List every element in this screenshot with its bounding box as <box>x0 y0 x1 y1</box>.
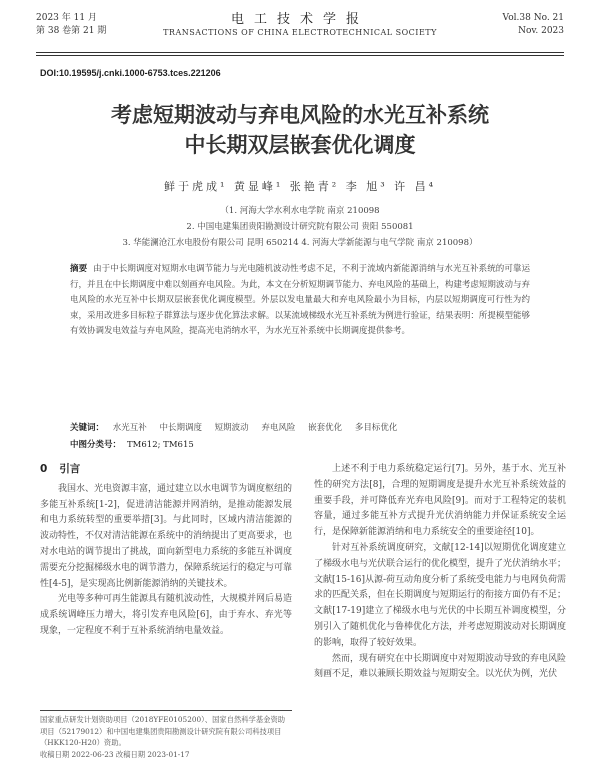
section-number: 0 <box>40 463 48 475</box>
keyword: 中长期调度 <box>159 423 202 433</box>
journal-name <box>36 12 564 39</box>
classification-label: 中图分类号： <box>70 440 122 450</box>
affiliations <box>40 203 560 251</box>
funding-note: 国家重点研发计划资助项目（2018YFE0105200）、国家自然科学基金资助项目（52179012）和中国电建集团贵阳勘测设计研究院有限公司科技项目（HKK120-H20）资助。 <box>40 715 286 747</box>
footnote <box>40 710 292 760</box>
section-heading <box>40 462 292 478</box>
affiliation-line: 2. 中国电建集团贵阳勘测设计研究院有限公司 贵阳 550081 <box>186 222 414 232</box>
body-column-right <box>314 462 566 683</box>
keyword: 弃电风险 <box>261 423 296 433</box>
header-date-cn: 2023 年 11 月 <box>36 13 97 23</box>
received-date: 收稿日期 2022-06-23 改稿日期 2023-01-17 <box>40 749 190 759</box>
keyword: 嵌套优化 <box>308 423 343 433</box>
journal-name-cn: 电工技术学报 <box>230 12 369 27</box>
classification-number <box>70 438 530 450</box>
body-column-left <box>40 462 292 640</box>
keywords <box>70 421 530 433</box>
paragraph: 针对互补系统调度研究，文献[12-14]以短期优化调度建立了梯级水电与光伏联合运行的优化模型，提升了光伏消纳水平；文献[15-16]从源-荷互动角度分析了系统受电能力与电网负荷需求的匹配关系，但在长期调度与短期运行的衔接方面仍有不足；文献[17-19]建立了梯级水电与光伏的中长期互补调度模型，分别引入了随机优化与鲁棒优化方法，并考虑短期波动对长期调度的影响，取得了较好效果。 <box>314 542 567 648</box>
header-issue-en <box>503 12 564 38</box>
doi: DOI:10.19595/j.cnki.1000-6753.tces.221206 <box>40 68 221 78</box>
paper-title <box>0 100 600 160</box>
header-rule-thick <box>36 52 564 53</box>
keyword: 多目标优化 <box>354 423 398 433</box>
paragraph: 然而，现有研究在中长期调度中对短期波动导致的弃电风险刻画不足，难以兼顾长期效益与短期安全。以光伏为例，光伏 <box>314 653 567 680</box>
keywords-label: 关键词： <box>70 423 105 433</box>
running-header <box>36 12 564 52</box>
header-volume-cn: 第 38 卷第 21 期 <box>36 26 107 36</box>
header-rule-thin <box>36 55 564 56</box>
journal-name-en: TRANSACTIONS OF CHINA ELECTROTECHNICAL SOCIETY <box>163 28 437 37</box>
paragraph: 上述不利于电力系统稳定运行[7]。另外，基于水、光互补性的研究方法[8]，合理的短期调度是提升水光互补系统效益的重要手段，并可降低弃光弃电风险[9]。而对于工程特定的装机容量，通过多能互补方式提升光伏消纳能力并保证系统安全运行，是保障新能源消纳和电力系统安全的重要途径[10]。 <box>314 464 566 538</box>
classification-value: TM612; TM615 <box>127 440 194 450</box>
keyword: 短期波动 <box>214 423 249 433</box>
abstract-label: 摘要 <box>70 264 88 274</box>
affiliation-line: 3. 华能澜沧江水电股份有限公司 昆明 650214 4. 河海大学新能源与电气学院 南京 210098） <box>122 238 478 248</box>
author-list: 鲜于虎成¹ 黄显峰¹ 张艳青² 李 旭³ 许 昌⁴ <box>163 180 437 193</box>
keyword: 水光互补 <box>112 423 147 433</box>
affiliation-line: （1. 河海大学水利水电学院 南京 210098 <box>220 206 380 216</box>
paragraph: 光电等多种可再生能源具有随机波动性，大规模并网后易造成系统调峰压力增大，将引发弃电风险[6]，由于弃水、弃光等现象，一定程度不利于互补系统消纳电量效益。 <box>40 594 293 636</box>
header-date-en: Nov. 2023 <box>518 26 564 36</box>
section-title: 引言 <box>59 463 81 475</box>
abstract <box>70 262 530 340</box>
abstract-text: 由于中长期调度对短期水电调节能力与光电随机波动性考虑不足，不利于流域内新能源消纳与水光互补系统的可靠运行，并且在中长期调度中难以刻画弃电风险。为此，本文在分析短期调节能力、弃电风险的基础上，构建考虑短期波动与弃电风险的水光互补中长期双层嵌套优化调度模型。外层以发电量最大和弃电风险最小为目标，内层以短期调度可行性为约束，采用改进多目标粒子群算法与逐步优化算法求解。以某流域梯级水光互补系统为例进行验证，结果表明：所提模型能够有效协调发电效益与弃电风险，提高光电消纳水平，为水光互补系统中长期调度提供参考。 <box>70 264 530 336</box>
header-volume-en: Vol.38 No. 21 <box>502 13 564 23</box>
title-line-1: 考虑短期波动与弃电风险的水光互补系统 <box>111 103 489 127</box>
paragraph: 我国水、光电资源丰富，通过建立以水电调节为调度枢纽的多能互补系统[1-2]，促进清洁能源并网消纳，是推动能源发展和电力系统转型的重要举措[3]。与此同时，区域内清洁能源的波动特性，不仅对清洁能源在系统中的消纳提出了更高要求，也对水电站的调节提出了挑战，面向新型电力系统的多能互补调度需要充分挖掘梯级水电的调节潜力，保障系统运行的稳定与可靠性[4-5]，是实现高比例新能源消纳的关键技术。 <box>40 483 293 589</box>
title-line-2: 中长期双层嵌套优化调度 <box>184 133 416 157</box>
